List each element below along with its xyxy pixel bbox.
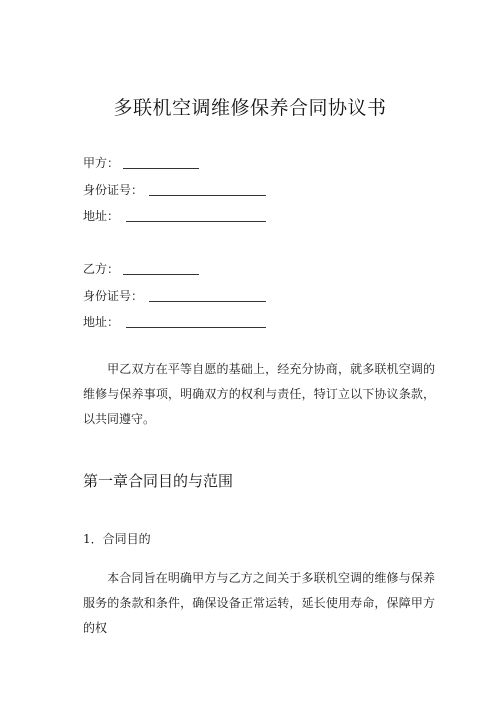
section-title: 1．合同目的: [83, 532, 151, 546]
party-b-address-blank[interactable]: [126, 327, 266, 328]
intro-text: 甲乙双方在平等自愿的基础上，经充分协商，就多联机空调的维修与保养事项，明确双方的权利与责任，特订立以下协议条款，以共同遵守。: [83, 362, 435, 426]
intro-paragraph: [83, 357, 435, 432]
party-b-name-blank[interactable]: [123, 274, 199, 275]
party-a-address-label: 地址：: [83, 209, 120, 223]
party-b-id-field: [83, 287, 143, 305]
party-a-id-blank[interactable]: [149, 195, 266, 196]
party-a-name-label: 甲方：: [83, 156, 120, 170]
party-a-id-label: 身份证号：: [83, 183, 144, 197]
party-b-address-label: 地址：: [83, 315, 120, 329]
party-a-address-field: [83, 207, 119, 225]
document-title: 多联机空调维修保养合同协议书: [113, 97, 387, 119]
party-b-address-field: [83, 313, 119, 331]
party-b-name-label: 乙方：: [83, 262, 120, 276]
party-b-id-label: 身份证号：: [83, 289, 144, 303]
section-paragraph: [83, 566, 435, 641]
party-a-name-blank[interactable]: [123, 168, 199, 169]
party-a-address-blank[interactable]: [126, 221, 266, 222]
party-b-name-field: [83, 260, 119, 278]
party-a-name-field: [83, 154, 119, 172]
section-text: 本合同旨在明确甲方与乙方之间关于多联机空调的维修与保养服务的条款和条件，确保设备正常运转，延长使用寿命，保障甲方的权: [83, 571, 435, 635]
party-a-id-field: [83, 181, 143, 199]
chapter-heading: 第一章合同目的与范围: [83, 472, 234, 490]
party-b-id-blank[interactable]: [149, 301, 266, 302]
